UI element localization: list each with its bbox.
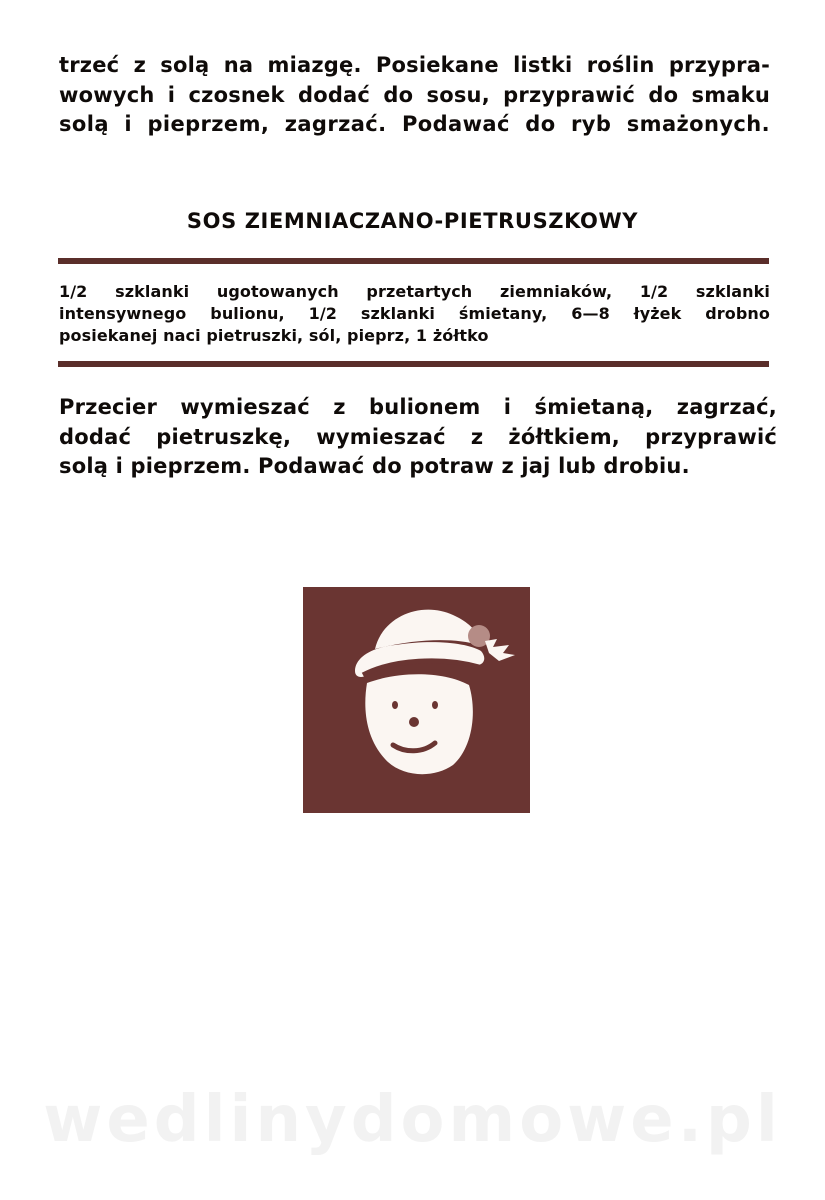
method-line: dodać pietruszkę, wymieszać z żółtkiem, przyprawić (59, 424, 777, 449)
ingredients-list (59, 281, 770, 347)
method-line: solą i pieprzem. Podawać do potraw z jaj lub drobiu. (59, 454, 690, 478)
ingredients-line: intensywnego bulionu, 1/2 szklanki śmietany, 6—8 łyżek drobno (59, 304, 770, 323)
intro-line: solą i pieprzem, zagrzać. Podawać do ryb smażonych. (59, 112, 770, 136)
intro-line: trzeć z solą na miazgę. Posiekane listki roślin przypra- (59, 53, 770, 77)
ingredients-bottom-rule (58, 361, 769, 367)
intro-line: wowych i czosnek dodać do sosu, przyprawić do smaku (59, 82, 770, 107)
chef-face-icon (303, 587, 530, 813)
ingredients-line: posiekanej naci pietruszki, sól, pieprz, 1 żółtko (59, 326, 489, 345)
watermark: wedlinydomowe.pl (43, 1083, 782, 1157)
recipe-title: SOS ZIEMNIACZANO-PIETRUSZKOWY (186, 209, 639, 233)
method-paragraph (59, 393, 777, 482)
ingredients-line: 1/2 szklanki ugotowanych przetartych ziemniaków, 1/2 szklanki (59, 282, 770, 301)
method-line: Przecier wymieszać z bulionem i śmietaną, zagrzać, (59, 395, 777, 419)
ingredients-top-rule (58, 258, 769, 264)
intro-paragraph (59, 51, 770, 140)
